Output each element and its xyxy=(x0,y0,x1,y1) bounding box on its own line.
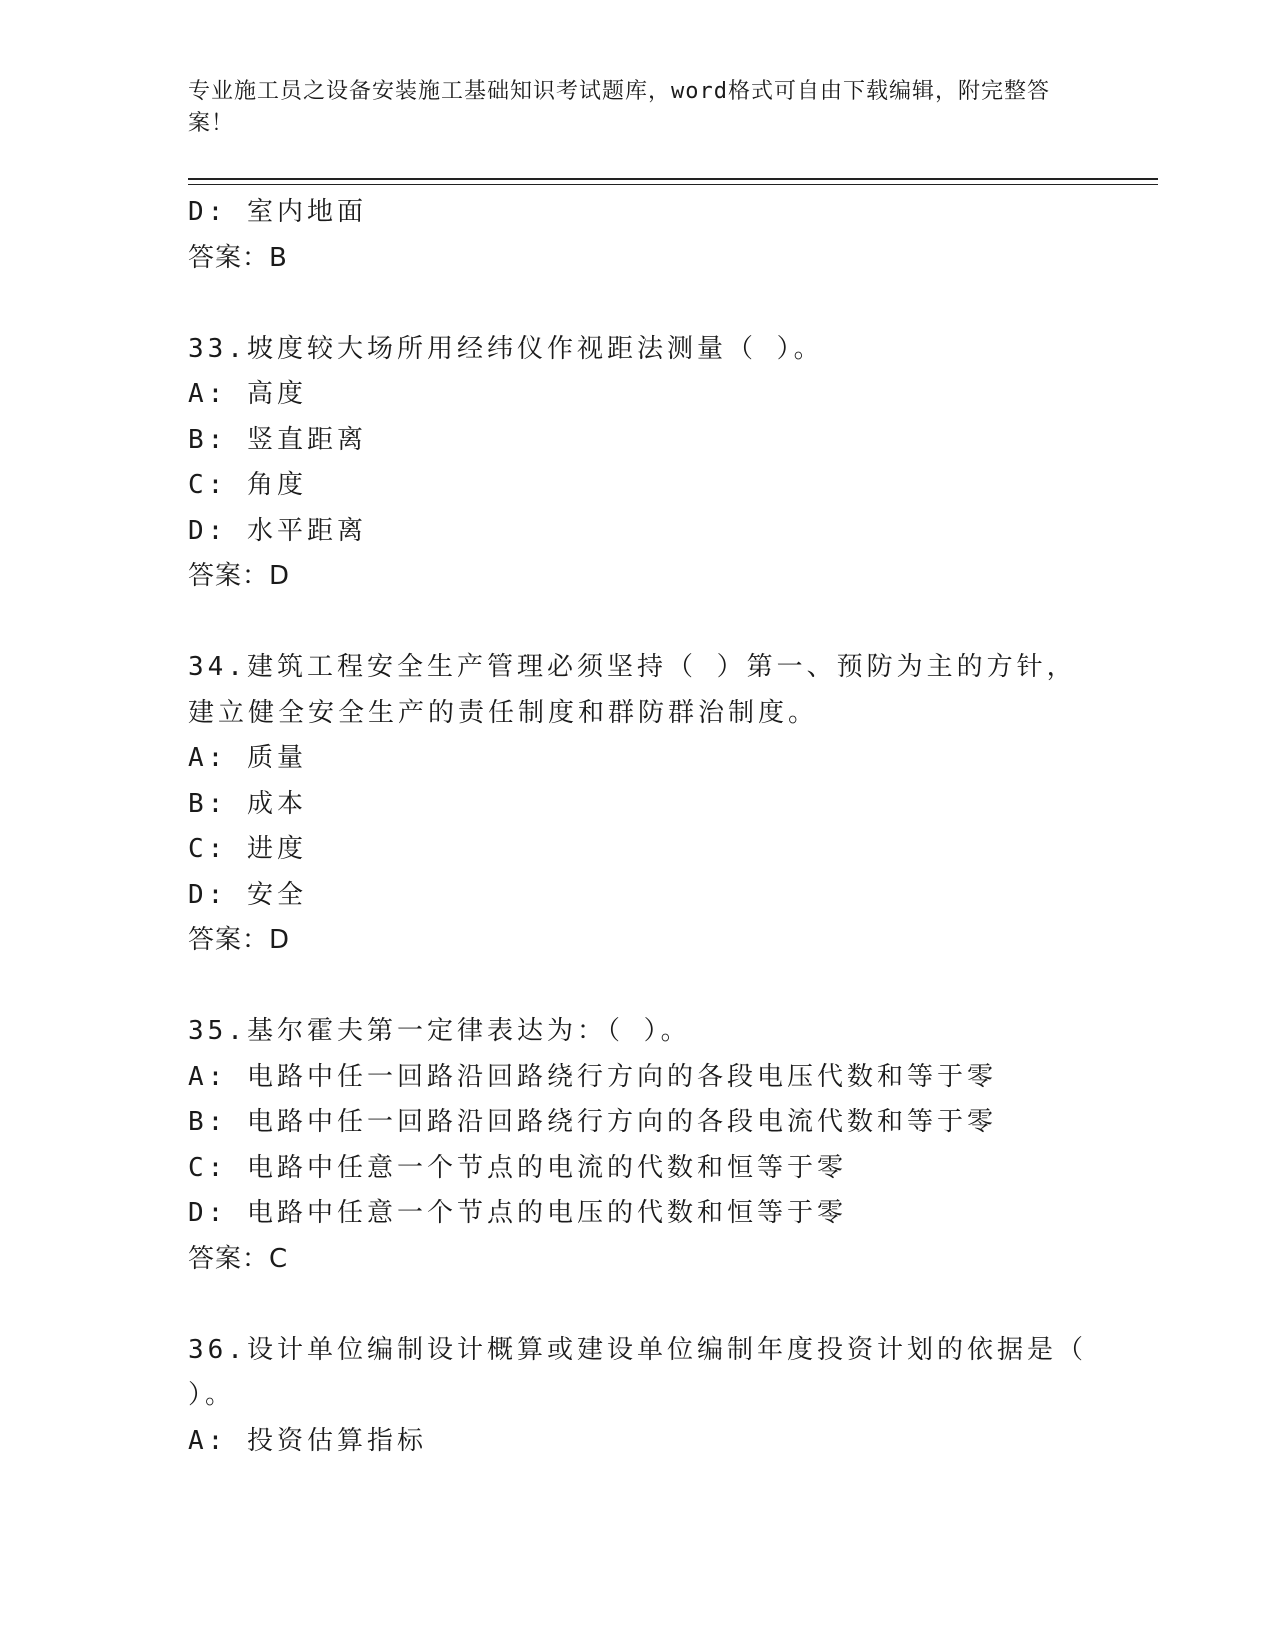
spacer xyxy=(188,964,1088,1010)
question-stem: 36.设计单位编制设计概算或建设单位编制年度投资计划的依据是（ ）。 xyxy=(188,1334,1087,1410)
spacer xyxy=(188,600,1088,646)
option-d: D: 水平距离 xyxy=(188,515,367,546)
question-stem: 34.建筑工程安全生产管理必须坚持（ ）第一、预防为主的方针，建立健全安全生产的责任制度和群防群治制度。 xyxy=(188,652,1077,728)
question-stem: 33.坡度较大场所用经纬仪作视距法测量（ ）。 xyxy=(188,333,824,364)
page-header: 专业施工员之设备安装施工基础知识考试题库，word格式可自由下载编辑，附完整答案！ xyxy=(188,79,1050,136)
option-b: B: 竖直距离 xyxy=(188,424,367,455)
option-a: A: 电路中任一回路沿回路绕行方向的各段电压代数和等于零 xyxy=(188,1061,997,1092)
option-c: C: 角度 xyxy=(188,470,307,500)
header-rule-thick xyxy=(188,178,1158,180)
question-33 xyxy=(188,327,1088,600)
spacer xyxy=(188,1282,1088,1328)
question-34 xyxy=(188,645,1088,964)
spacer xyxy=(188,281,1088,327)
option-b: B: 电路中任一回路沿回路绕行方向的各段电流代数和等于零 xyxy=(188,1107,997,1137)
question-36 xyxy=(188,1328,1088,1465)
prev-answer: 答案：B xyxy=(188,242,288,273)
option-a: A: 高度 xyxy=(188,379,307,409)
option-c: C: 电路中任意一个节点的电流的代数和恒等于零 xyxy=(188,1152,847,1183)
question-35 xyxy=(188,1009,1088,1282)
option-d: D: 电路中任意一个节点的电压的代数和恒等于零 xyxy=(188,1198,847,1228)
answer: 答案：D xyxy=(188,925,291,955)
option-a: A: 质量 xyxy=(188,743,307,773)
question-content xyxy=(188,190,1088,1464)
option-d: D: 安全 xyxy=(188,879,307,910)
option-b: B: 成本 xyxy=(188,788,307,819)
question-stem: 35.基尔霍夫第一定律表达为：（ ）。 xyxy=(188,1016,691,1046)
answer: 答案：C xyxy=(188,1243,289,1274)
option-a: A: 投资估算指标 xyxy=(188,1425,427,1456)
answer: 答案：D xyxy=(188,561,291,591)
option-c: C: 进度 xyxy=(188,834,307,864)
header-rule-thin xyxy=(188,184,1158,185)
prev-option-d: D: 室内地面 xyxy=(188,197,367,227)
